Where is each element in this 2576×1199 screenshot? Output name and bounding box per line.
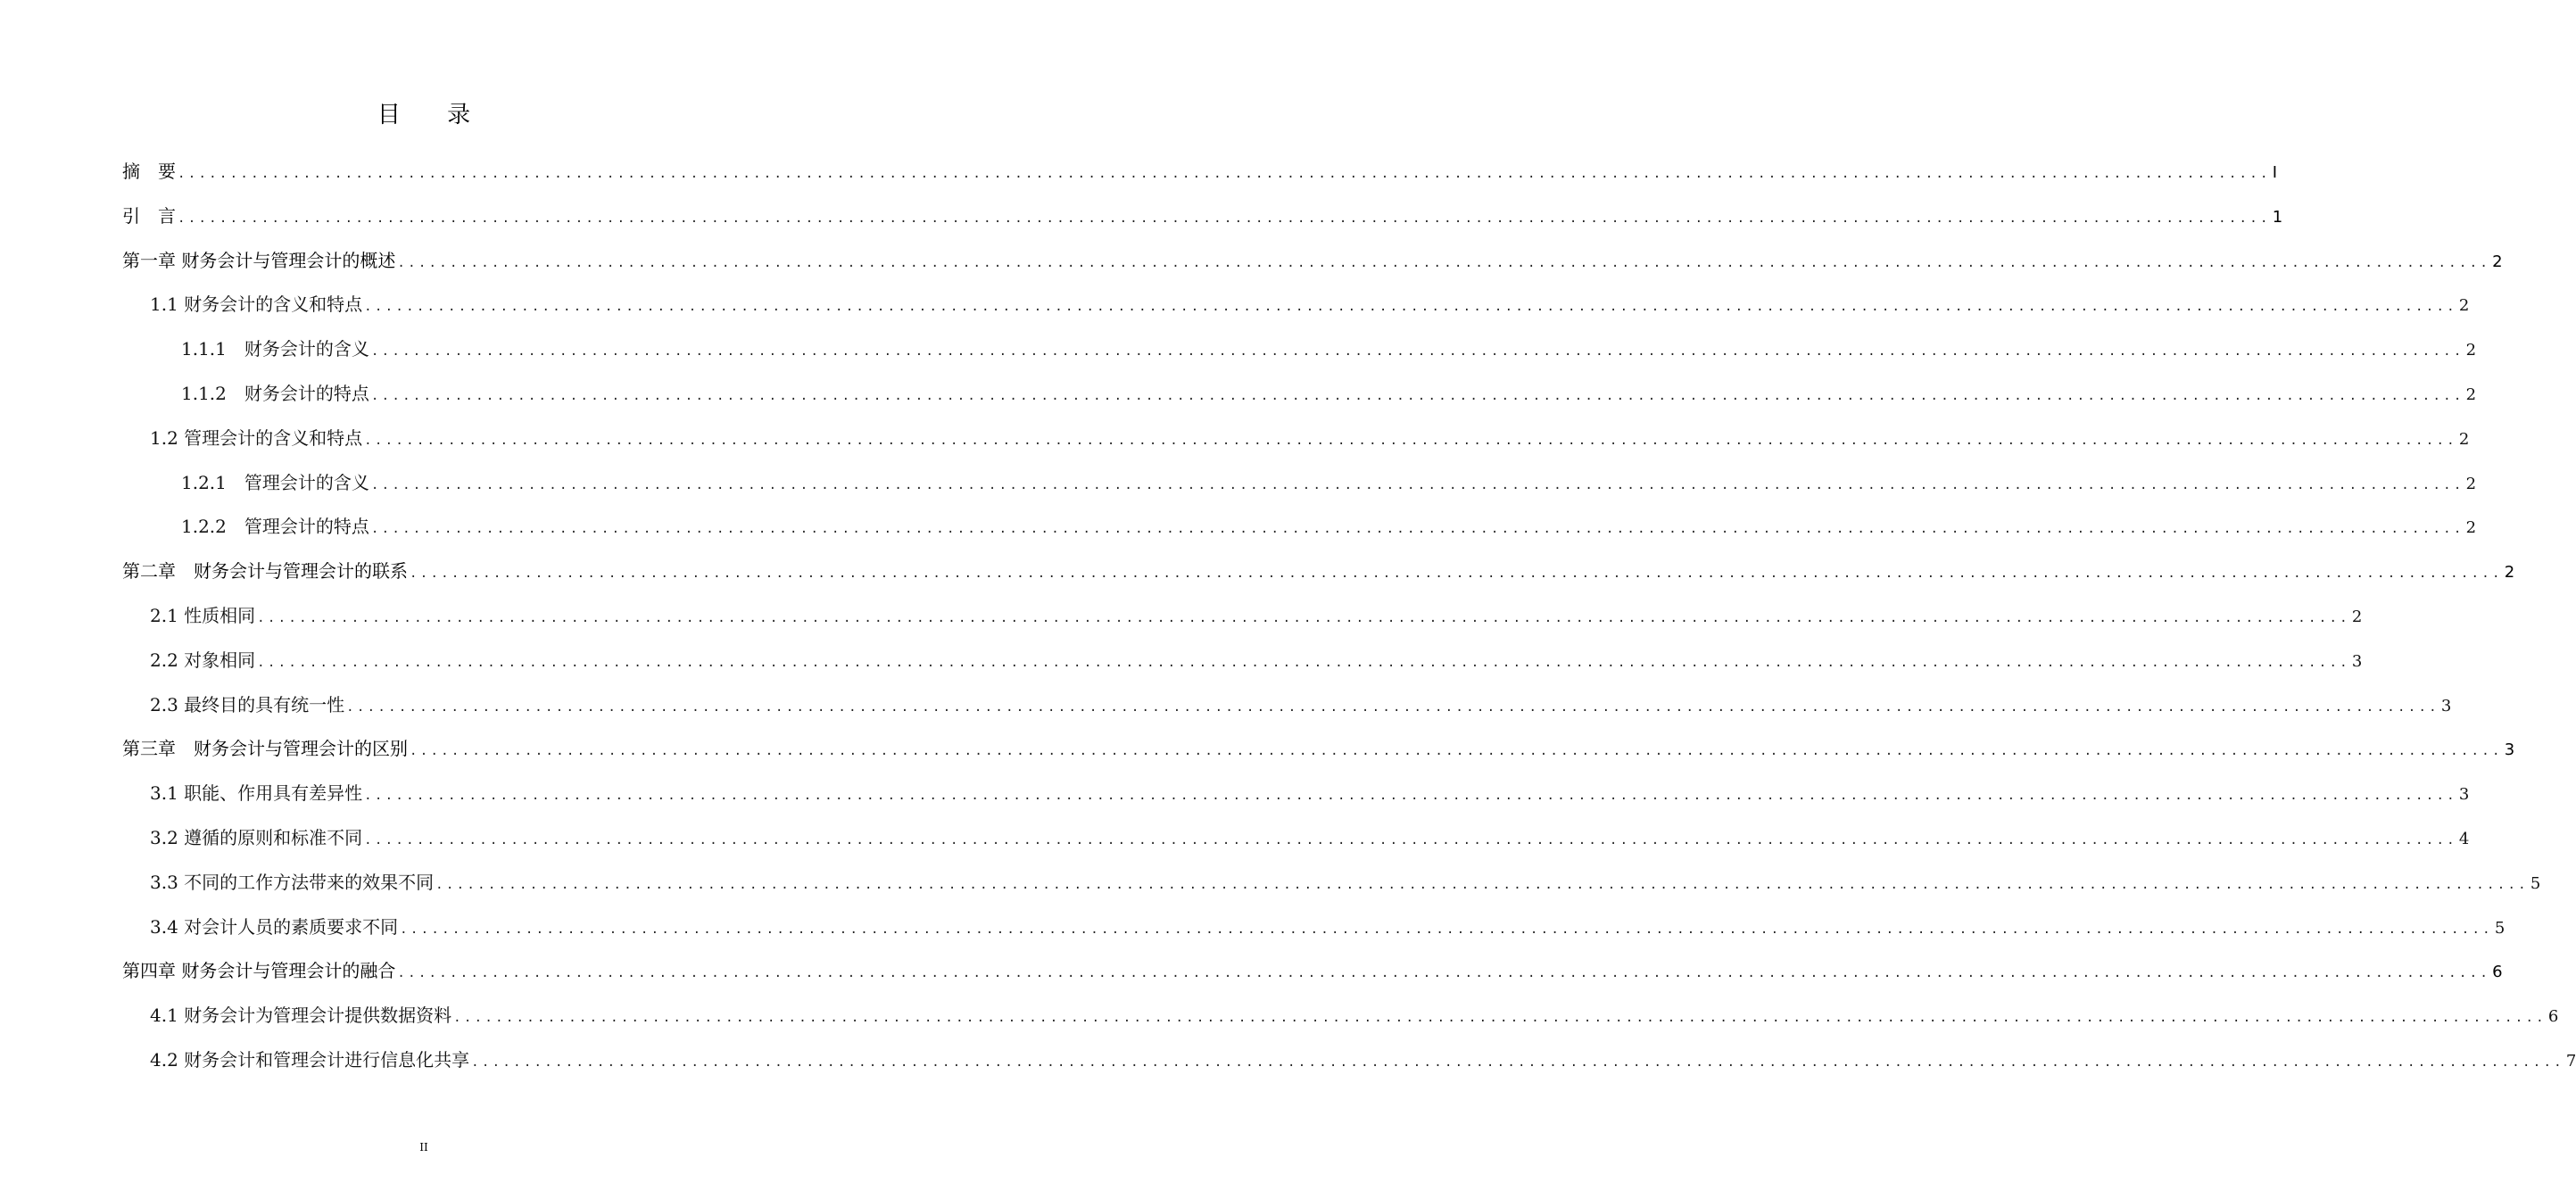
toc-entry-page-number: 2 [2504,563,2515,583]
toc-entry-label: 2.1 性质相同 [150,605,256,626]
toc-entry[interactable] [150,913,2506,938]
toc-entry-page-number: 3 [2440,696,2452,715]
toc-entry-page-number: 2 [2465,474,2477,493]
toc-entry-page-number: 3 [2504,740,2515,760]
toc-dot-leader: ........................................................................................................................................................................................................ [370,522,2464,537]
toc-entry[interactable] [122,202,2283,227]
toc-entry-label: 3.3 不同的工作方法带来的效果不同 [150,871,435,893]
toc-entry-label: 第三章 财务会计与管理会计的区别 [122,738,408,760]
toc-entry-page-number: 2 [2465,518,2477,538]
toc-dot-leader: ........................................................................................................................................................................................................ [370,344,2464,360]
toc-dot-leader: ........................................................................................................................................................................................................ [364,789,2457,804]
toc-entry[interactable] [150,868,2541,893]
toc-dot-leader: ........................................................................................................................................................................................................ [178,167,2271,181]
toc-entry[interactable] [181,468,2477,493]
toc-entry-label: 2.2 对象相同 [150,649,256,671]
toc-entry-page-number: 2 [2458,429,2470,449]
toc-entry[interactable] [181,379,2477,404]
toc-entry-label: 引 言 [122,204,176,227]
toc-entry-label: 3.2 遵循的原则和标准不同 [150,827,363,848]
toc-entry[interactable] [181,335,2477,360]
toc-entry[interactable] [150,646,2363,671]
toc-entry-label: 4.2 财务会计和管理会计进行信息化共享 [150,1049,470,1071]
toc-entry-label: 1.2.2 管理会计的特点 [181,516,369,538]
toc-entry-page-number: 2 [2465,341,2477,360]
toc-entry[interactable] [122,157,2278,182]
toc-dot-leader: ........................................................................................................................................................................................................ [410,566,2503,582]
toc-entry-page-number: 1 [2272,207,2283,227]
toc-dot-leader: ........................................................................................................................................................................................................ [400,922,2493,937]
toc-entry-page-number: 2 [2351,608,2363,626]
toc-entry-label: 2.3 最终目的具有统一性 [150,693,345,715]
toc-entry-page-number: 4 [2458,830,2470,848]
toc-dot-leader: ........................................................................................................................................................................................................ [364,300,2457,315]
toc-dot-leader: ........................................................................................................................................................................................................ [453,1011,2547,1026]
toc-entry[interactable] [122,557,2515,583]
toc-dot-leader: ........................................................................................................................................................................................................ [178,211,2271,226]
toc-entry-label: 第二章 财务会计与管理会计的联系 [122,560,408,583]
toc-entry-page-number: 6 [2547,1007,2559,1027]
toc-entry-label: 第一章 财务会计与管理会计的概述 [122,249,396,271]
toc-entry[interactable] [150,601,2363,626]
toc-dot-leader: ........................................................................................................................................................................................................ [471,1055,2564,1070]
toc-entry[interactable] [122,246,2503,271]
toc-entry[interactable] [122,956,2503,982]
toc-entry[interactable] [150,823,2470,848]
toc-entry-page-number: 5 [2494,918,2506,938]
toc-entry-page-number: I [2272,163,2278,182]
toc-dot-leader: ........................................................................................................................................................................................................ [397,255,2491,270]
toc-entry[interactable] [150,1046,2576,1071]
toc-entry[interactable] [150,779,2470,805]
page-number: II [419,1141,428,1154]
toc-entry-page-number: 5 [2530,873,2541,893]
toc-entry-label: 1.1.2 财务会计的特点 [181,383,369,404]
toc-entry-label: 1.2.1 管理会计的含义 [181,471,369,493]
toc-entry-page-number: 2 [2492,252,2503,271]
toc-entry[interactable] [150,1001,2559,1027]
page-title: 目 录 [377,102,491,128]
toc-dot-leader: ........................................................................................................................................................................................................ [364,833,2457,848]
toc-entry-page-number: 7 [2565,1052,2576,1071]
toc-entry-label: 1.2 管理会计的含义和特点 [150,426,363,449]
toc-dot-leader: ........................................................................................................................................................................................................ [370,477,2464,492]
toc-entry-label: 1.1 财务会计的含义和特点 [150,294,363,316]
toc-dot-leader: ........................................................................................................................................................................................................ [435,877,2529,892]
toc-dot-leader: ........................................................................................................................................................................................................ [364,433,2457,448]
toc-entry-label: 3.1 职能、作用具有差异性 [150,782,363,805]
toc-entry[interactable] [150,424,2470,449]
toc-entry[interactable] [150,690,2452,715]
toc-entry-label: 1.1.1 财务会计的含义 [181,338,369,360]
toc-entry-label: 4.1 财务会计为管理会计提供数据资料 [150,1005,452,1027]
toc-entry-label: 第四章 财务会计与管理会计的融合 [122,960,396,982]
toc-dot-leader: ........................................................................................................................................................................................................ [410,744,2503,759]
toc-entry-page-number: 2 [2458,296,2470,316]
toc-entry-page-number: 3 [2458,785,2470,805]
toc-entry[interactable] [181,512,2477,538]
toc-entry-page-number: 3 [2351,651,2363,671]
toc-dot-leader: ........................................................................................................................................................................................................ [257,655,2350,670]
toc-dot-leader: ........................................................................................................................................................................................................ [257,611,2350,625]
toc-dot-leader: ........................................................................................................................................................................................................ [346,699,2439,715]
toc-entry-page-number: 6 [2492,963,2503,982]
toc-entry-page-number: 2 [2465,385,2477,404]
toc-entry-label: 3.4 对会计人员的素质要求不同 [150,915,399,938]
toc-entry[interactable] [150,290,2470,316]
toc-entry-label: 摘 要 [122,161,176,182]
toc-entry[interactable] [122,734,2515,760]
toc-dot-leader: ........................................................................................................................................................................................................ [397,966,2491,981]
toc-dot-leader: ........................................................................................................................................................................................................ [370,389,2464,403]
